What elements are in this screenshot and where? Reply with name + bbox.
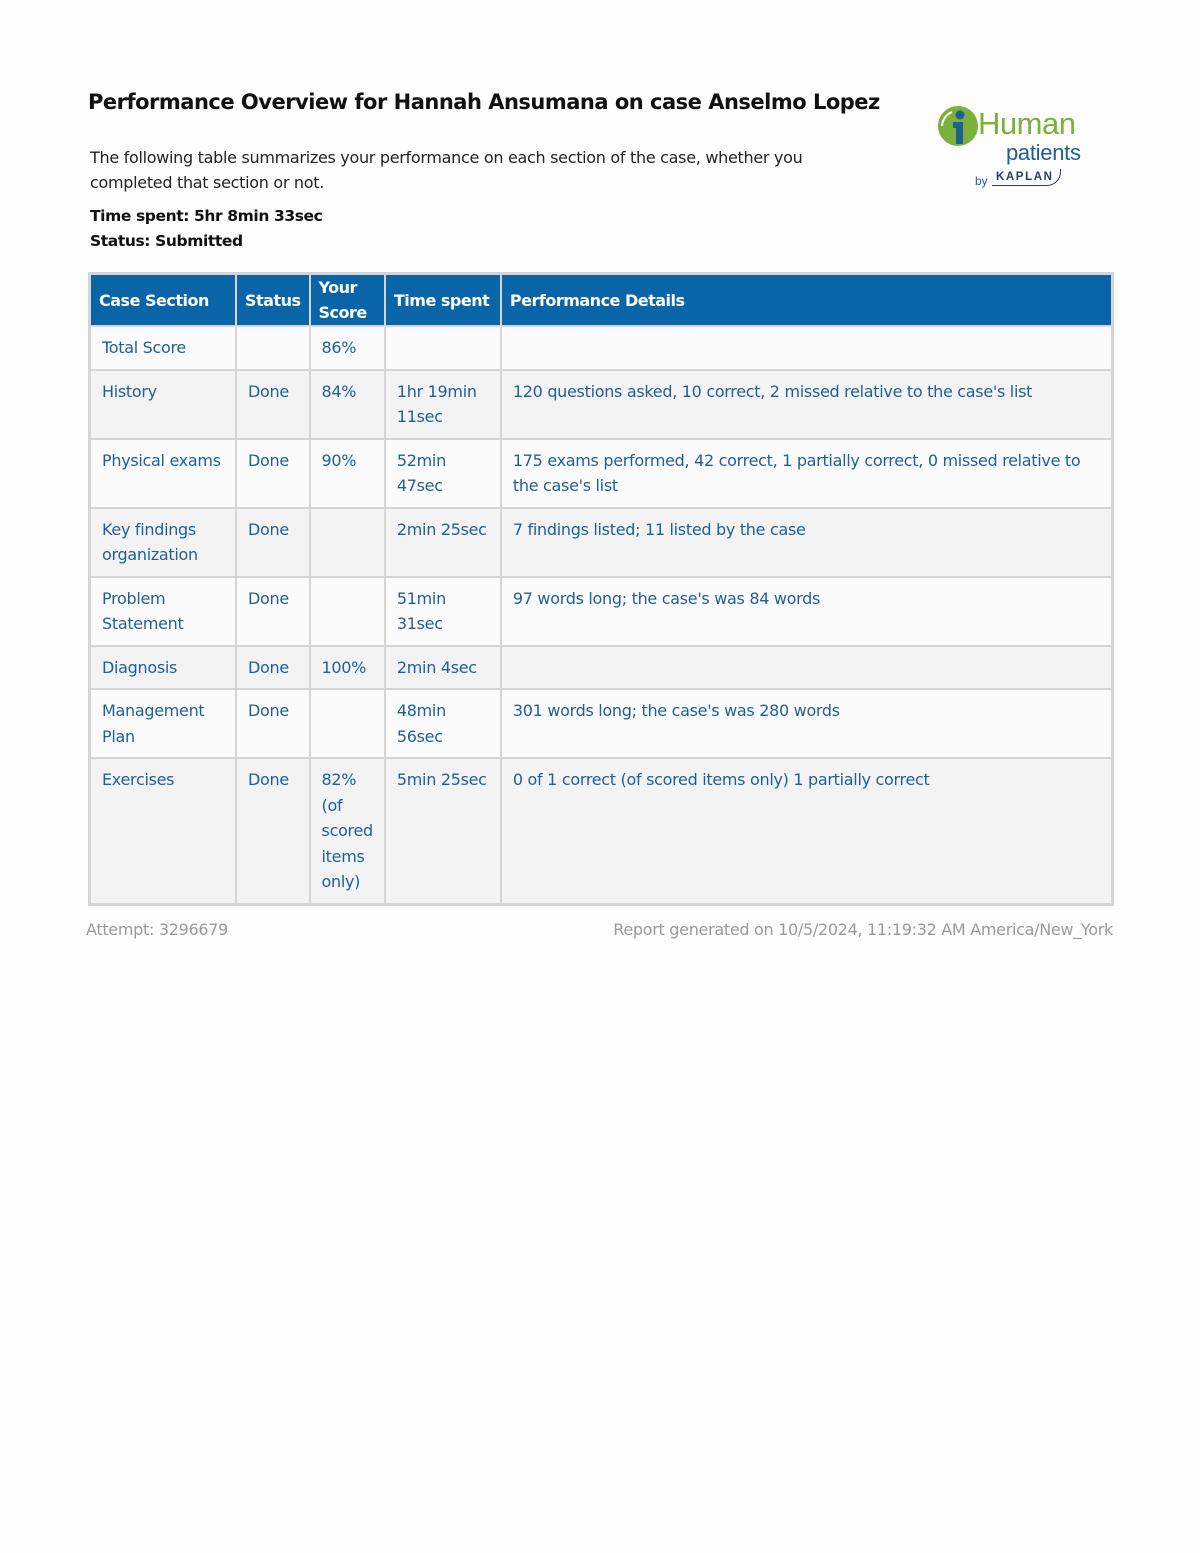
row-section: Problem Statement <box>90 577 236 646</box>
row-details: 120 questions asked, 10 correct, 2 missed relative to the case's list <box>501 370 1112 439</box>
row-score: 86% <box>310 326 385 370</box>
row-status: Done <box>236 646 310 690</box>
table-body <box>90 326 1112 904</box>
row-section: Physical exams <box>90 439 236 508</box>
table-row <box>90 646 1112 690</box>
kaplan-logo: KAPLAN <box>992 169 1061 186</box>
attempt-id: Attempt: 3296679 <box>86 920 229 939</box>
row-time: 2min 4sec <box>385 646 501 690</box>
table-row <box>90 508 1112 577</box>
table-row <box>90 758 1112 904</box>
row-score <box>310 577 385 646</box>
row-status: Done <box>236 370 310 439</box>
performance-table <box>88 272 1114 906</box>
ihuman-logo <box>936 102 1116 192</box>
report-generated: Report generated on 10/5/2024, 11:19:32 AM America/New_York <box>613 920 1113 939</box>
row-time <box>385 326 501 370</box>
row-status: Done <box>236 508 310 577</box>
table-row <box>90 326 1112 370</box>
page-title: Performance Overview for Hannah Ansumana on case Anselmo Lopez <box>88 90 880 114</box>
status-summary: Status: Submitted <box>90 232 243 250</box>
row-status: Done <box>236 689 310 758</box>
row-details: 97 words long; the case's was 84 words <box>501 577 1112 646</box>
col-case-section: Case Section <box>90 274 236 326</box>
row-status <box>236 326 310 370</box>
row-status: Done <box>236 758 310 904</box>
row-score: 100% <box>310 646 385 690</box>
table-row <box>90 370 1112 439</box>
row-time: 5min 25sec <box>385 758 501 904</box>
row-details <box>501 646 1112 690</box>
row-section: Exercises <box>90 758 236 904</box>
row-time: 52min 47sec <box>385 439 501 508</box>
summary-meta <box>90 204 322 254</box>
row-section: Diagnosis <box>90 646 236 690</box>
intro-text: The following table summarizes your performance on each section of the case, whether you completed that section or not. <box>90 148 803 192</box>
table-row <box>90 439 1112 508</box>
row-status: Done <box>236 439 310 508</box>
logo-by: by <box>975 174 988 188</box>
col-status: Status <box>236 274 310 326</box>
logo-name: Human <box>978 106 1076 141</box>
row-time: 48min 56sec <box>385 689 501 758</box>
row-section: Management Plan <box>90 689 236 758</box>
row-score: 84% <box>310 370 385 439</box>
row-details: 7 findings listed; 11 listed by the case <box>501 508 1112 577</box>
row-section: Total Score <box>90 326 236 370</box>
col-time-spent: Time spent <box>385 274 501 326</box>
row-time: 1hr 19min 11sec <box>385 370 501 439</box>
table-header-row <box>90 274 1112 326</box>
table-row <box>90 689 1112 758</box>
col-performance-details: Performance Details <box>501 274 1112 326</box>
row-time: 2min 25sec <box>385 508 501 577</box>
logo-sub: patients <box>1006 140 1081 165</box>
row-details: 175 exams performed, 42 correct, 1 partially correct, 0 missed relative to the case's list <box>501 439 1112 508</box>
time-spent-summary: Time spent: 5hr 8min 33sec <box>90 207 323 225</box>
col-your-score: Your Score <box>310 274 385 326</box>
row-score <box>310 508 385 577</box>
row-status: Done <box>236 577 310 646</box>
row-details: 301 words long; the case's was 280 words <box>501 689 1112 758</box>
row-section: Key findings organization <box>90 508 236 577</box>
row-score: 90% <box>310 439 385 508</box>
row-details <box>501 326 1112 370</box>
row-score: 82% (of scored items only) <box>310 758 385 904</box>
ihuman-person-icon <box>936 104 980 148</box>
row-time: 51min 31sec <box>385 577 501 646</box>
row-score <box>310 689 385 758</box>
row-details: 0 of 1 correct (of scored items only) 1 partially correct <box>501 758 1112 904</box>
table-row <box>90 577 1112 646</box>
row-section: History <box>90 370 236 439</box>
